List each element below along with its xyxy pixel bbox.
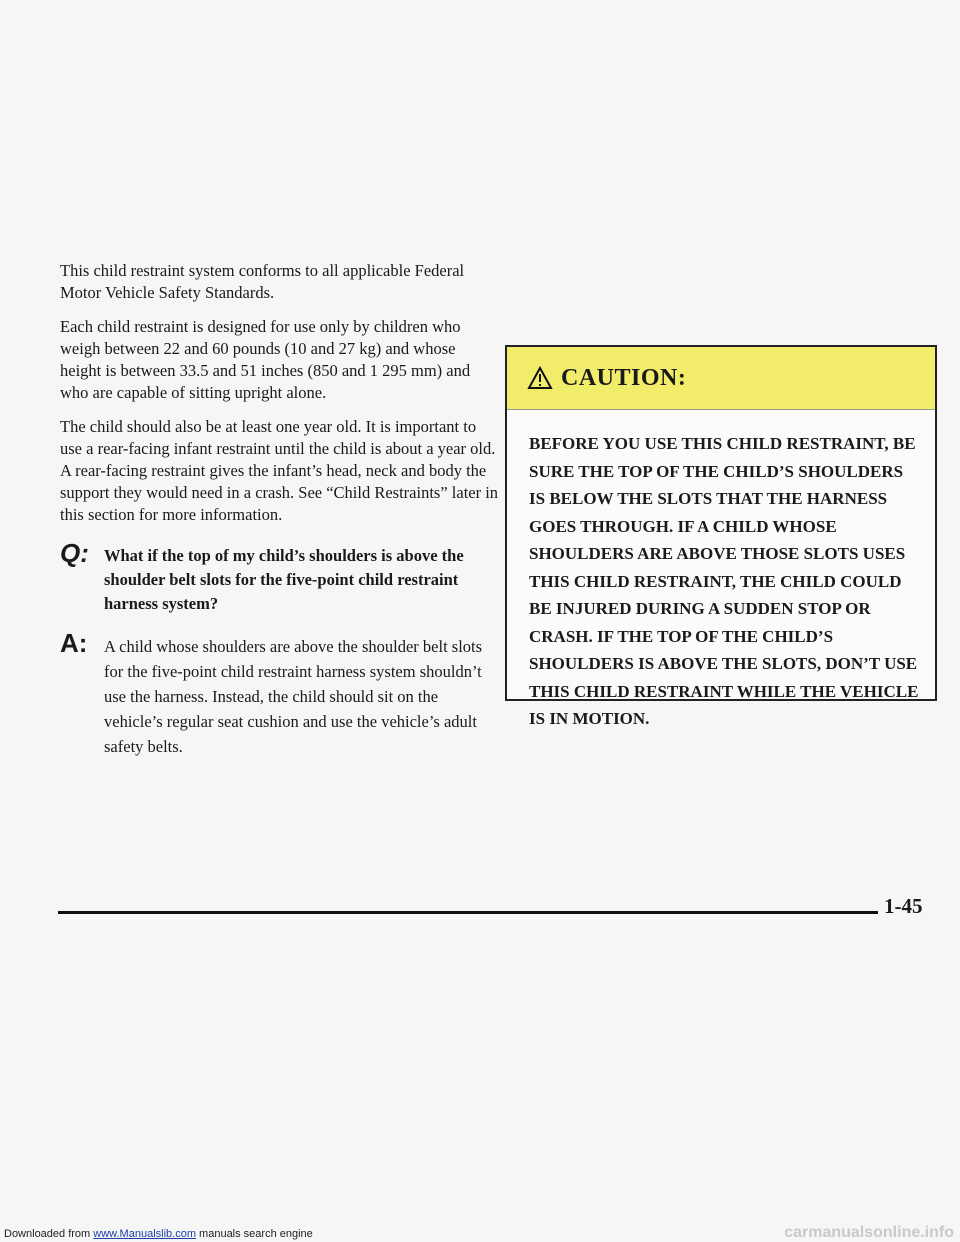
left-column [60, 260, 500, 759]
paragraph-weight-height: Each child restraint is designed for use only by children who weigh between 22 and 60 pounds (10 and 27 kg) and whose height is between 33.5 and 51 inches (850 and 1 295 mm) and who are capable of sitting upright alone. [60, 317, 471, 402]
answer-text: A child whose shoulders are above the shoulder belt slots for the five-point child restraint harness system shouldn’t use the harness. Instead, the child should sit on the vehicle’s regular seat cushion and use the vehicle’s adult safety belts. [104, 637, 483, 756]
download-footer-prefix: Downloaded from [4, 1228, 91, 1240]
footer-rule [58, 911, 878, 914]
caution-body: BEFORE YOU USE THIS CHILD RESTRAINT, BE SURE THE TOP OF THE CHILD’S SHOULDERS IS BELOW THE SLOTS THAT THE HARNESS GOES THROUGH. IF A CHILD WHOSE SHOULDERS ARE ABOVE THOSE SLOTS USES THIS CHILD RESTRAINT, THE CHILD COULD BE INJURED DURING A SUDDEN STOP OR CRASH. IF THE TOP OF THE CHILD’S SHOULDERS IS ABOVE THE SLOTS, DON’T USE THIS CHILD RESTRAINT WHILE THE VEHICLE IS IN MOTION. [529, 434, 919, 728]
paragraph-standards: This child restraint system conforms to all applicable Federal Motor Vehicle Safety Standards. [60, 261, 465, 302]
question-mark-label: Q: [60, 538, 89, 568]
download-footer-suffix: manuals search engine [199, 1228, 313, 1240]
answer-mark-label: A: [60, 628, 88, 658]
paragraph-age: The child should also be at least one year old. It is important to use a rear-facing infant restraint until the child is about a year old. A rear-facing restraint gives the infant’s head, neck and body the support they would need in a crash. See “Child Restraints” later in this section for more information. [60, 417, 499, 524]
page-number: 1-45 [884, 894, 923, 918]
question-text: What if the top of my child’s shoulders is above the shoulder belt slots for the five-point child restraint harness system? [104, 546, 464, 613]
answer-block [60, 628, 500, 759]
manualslib-link[interactable]: www.Manualslib.com [93, 1228, 196, 1240]
watermark: carmanualsonline.info [784, 1224, 954, 1241]
caution-header [507, 347, 935, 410]
download-footer [4, 1228, 313, 1240]
caution-box [505, 345, 937, 728]
question-block [60, 538, 500, 616]
warning-triangle-icon [527, 366, 553, 390]
caution-title: CAUTION: [561, 364, 687, 391]
